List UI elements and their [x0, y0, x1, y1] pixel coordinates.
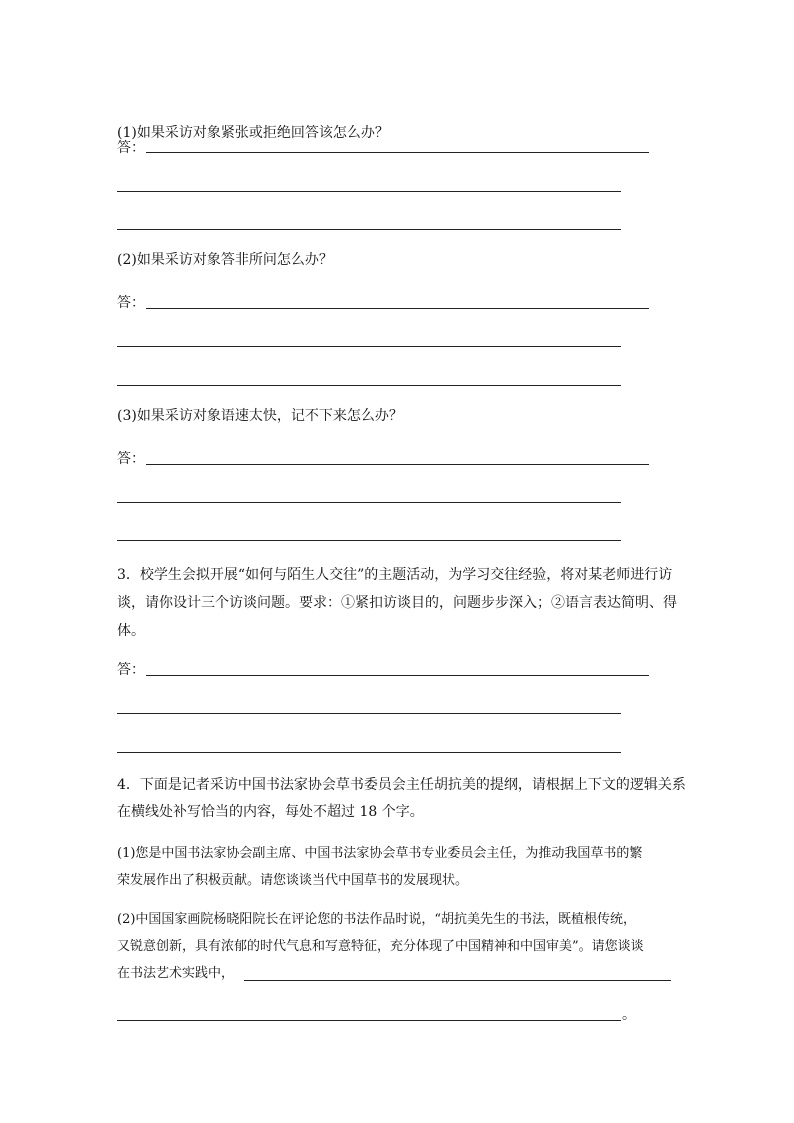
question-4-item2-line3: 在书法艺术实践中，	[117, 966, 235, 981]
answer-line-q3c[interactable]	[117, 752, 621, 753]
question-4-item2-line1: (2)中国国家画院杨晓阳院长在评论您的书法作品时说，“胡抗美先生的书法，既植根传统，	[117, 912, 637, 927]
answer-line-1a[interactable]	[146, 152, 649, 153]
fill-in-line-4a[interactable]	[244, 980, 671, 981]
question-3-line3: 体。	[117, 623, 145, 639]
question-4-item2-line2: 又锐意创新，具有浓郁的时代气息和写意特征，充分体现了中国精神和中国审美”。请您谈谈	[117, 939, 644, 954]
end-period: 。	[622, 1007, 636, 1023]
question-4-item1-line1: (1)您是中国书法家协会副主席、中国书法家协会草书专业委员会主任，为推动我国草书的繁	[117, 846, 643, 861]
answer-line-3b[interactable]	[117, 502, 621, 503]
answer-label-3: 答：	[117, 451, 145, 467]
question-1-text: (1)如果采访对象紧张或拒绝回答该怎么办？	[117, 125, 389, 141]
answer-line-q3a[interactable]	[146, 675, 649, 676]
answer-line-2a[interactable]	[146, 308, 649, 309]
answer-line-2c[interactable]	[117, 385, 621, 386]
question-4-line2: 在横线处补写恰当的内容，每处不超过 18 个字。	[117, 804, 424, 820]
answer-line-1c[interactable]	[117, 229, 621, 230]
answer-line-1b[interactable]	[117, 191, 621, 192]
answer-label-1: 答：	[117, 140, 145, 156]
answer-line-3a[interactable]	[146, 464, 649, 465]
question-2-text: (2)如果采访对象答非所问怎么办？	[117, 252, 333, 268]
answer-line-3c[interactable]	[117, 540, 621, 541]
answer-line-q3b[interactable]	[117, 713, 621, 714]
question-4-line1: 4．下面是记者采访中国书法家协会草书委员会主任胡抗美的提纲，请根据上下文的逻辑关系	[117, 777, 686, 793]
question-4-item1-line2: 荣发展作出了积极贡献。请您谈谈当代中国草书的发展现状。	[117, 873, 469, 888]
question-3-line1: 3．校学生会拟开展“如何与陌生人交往”的主题活动，为学习交往经验，将对某老师进行访	[117, 567, 673, 583]
answer-label-2: 答：	[117, 295, 145, 311]
question-3-line2: 谈，请你设计三个访谈问题。要求：①紧扣访谈目的，问题步步深入；②语言表达简明、得	[117, 595, 677, 611]
answer-label-q3: 答：	[117, 662, 145, 678]
question-3-text: (3)如果采访对象语速太快，记不下来怎么办？	[117, 408, 403, 424]
answer-line-2b[interactable]	[117, 346, 621, 347]
fill-in-line-4b[interactable]	[117, 1020, 621, 1021]
